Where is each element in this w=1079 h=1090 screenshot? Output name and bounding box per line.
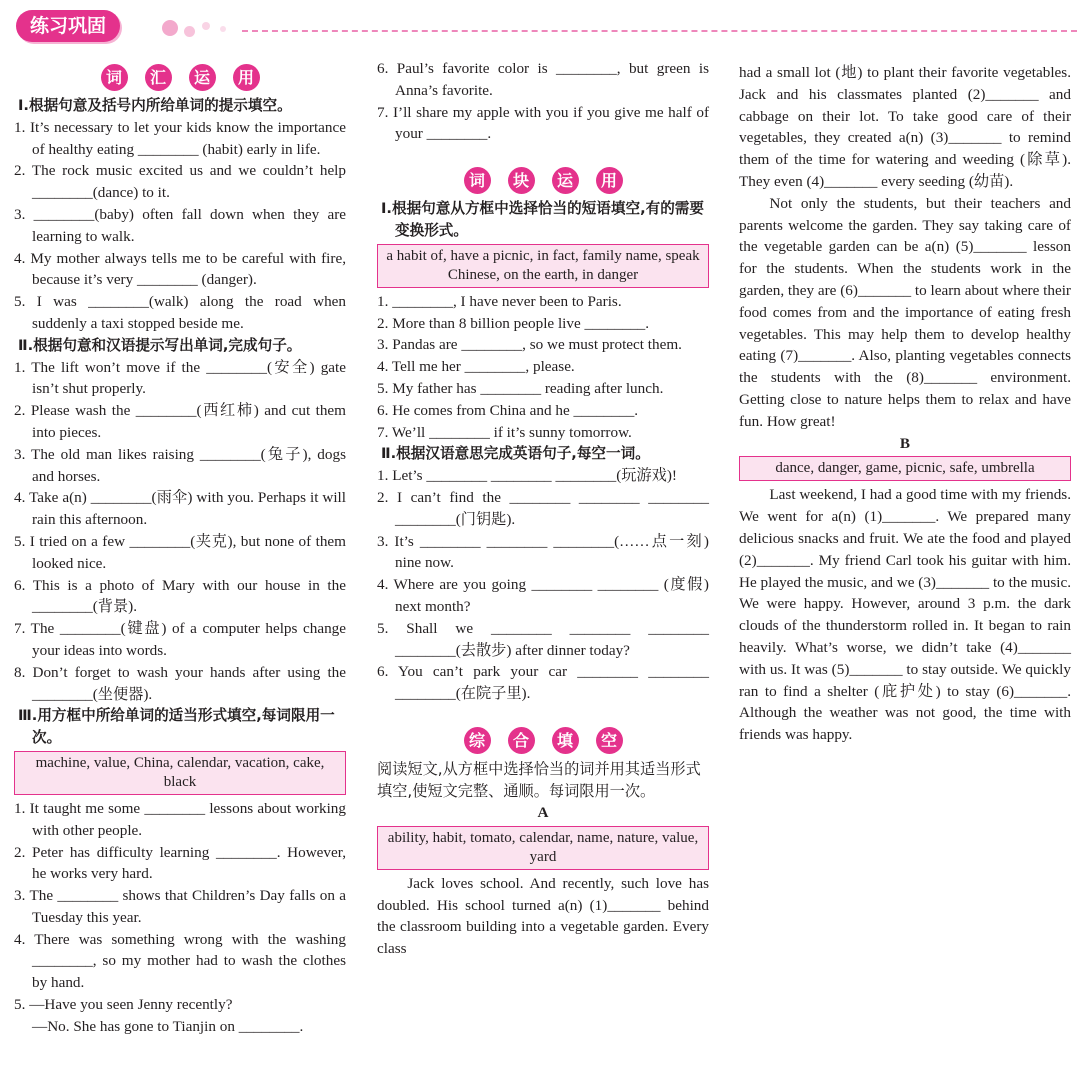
question: 1. Let’s ________ ________ ________(玩游戏)! bbox=[377, 467, 677, 485]
question: 1. ________, I have never been to Paris. bbox=[377, 292, 622, 310]
question: 3. It’s ________ ________ ________(……点一刻) nine now. bbox=[377, 532, 709, 572]
section-heading-phrases: 词 块 运 用 bbox=[377, 167, 709, 194]
question: 5. I tried on a few ________(夹克), but none of them looked nice. bbox=[14, 532, 346, 572]
question: 6. He comes from China and he ________. bbox=[377, 401, 639, 419]
phrase-box: a habit of, have a picnic, in fact, family name, speak Chinese, on the earth, in danger bbox=[377, 244, 709, 288]
decor-dot bbox=[162, 20, 178, 36]
question: 6. Paul’s favorite color is ________, but green is Anna’s favorite. bbox=[377, 60, 709, 99]
part-title: Ⅰ.根据句意及括号内所给单词的提示填空。 bbox=[18, 97, 292, 114]
passage-text: Jack loves school. And recently, such love has doubled. His school turned a(n) (1)_______ behind the classroom building into a vegetable garden. Every class bbox=[377, 874, 709, 958]
part-title: Ⅱ.根据句意和汉语提示写出单词,完成句子。 bbox=[18, 336, 302, 354]
word-box: dance, danger, game, picnic, safe, umbrella bbox=[739, 456, 1071, 481]
part-title: Ⅲ.用方框中所给单词的适当形式填空,每词限用一次。 bbox=[18, 707, 335, 747]
instruction: 阅读短文,从方框中选择恰当的词并用其适当形式填空,使短文完整、通顺。每词限用一次。 bbox=[377, 759, 701, 800]
section-heading-comprehensive: 综 合 填 空 bbox=[377, 727, 709, 754]
column-2 bbox=[377, 58, 709, 960]
question: 3. The old man likes raising ________(兔子), dogs and horses. bbox=[14, 445, 346, 485]
passage-label: B bbox=[899, 434, 911, 452]
column-3 bbox=[739, 62, 1071, 746]
divider bbox=[242, 30, 1077, 32]
question: 2. Please wash the ________(西红柿) and cut them into pieces. bbox=[14, 402, 346, 441]
word-box: ability, habit, tomato, calendar, name, nature, value, yard bbox=[377, 826, 709, 870]
question: 2. Peter has difficulty learning ________. However, he works very hard. bbox=[14, 843, 346, 883]
question: 7. The ________(键盘) of a computer helps change your ideas into words. bbox=[14, 620, 346, 659]
question: 5. I was ________(walk) along the road when suddenly a taxi stopped beside me. bbox=[14, 293, 346, 332]
question: 2. More than 8 billion people live ________. bbox=[377, 314, 650, 332]
passage-text: Last weekend, I had a good time with my friends. We went for a(n) (1)_______. We prepared many delicious snacks and fruit. We ate the food and played (2)_______. My friend Carl took his guitar with him. He played the music, and we (3)_______ to the music. We were happy. However, around 3 p.m. the dark clouds of the thunderstorm rolled in. It began to rain heavily. What’s worse, we didn’t take (4)_______ with us. It was (5)_______ to stay outside. We quickly ran to find a shelter (庇护处) to stay (6)_______. Although the weather was not good, the time with friends was happy. bbox=[739, 486, 1071, 744]
question: 1. It’s necessary to let your kids know the importance of healthy eating ________ (habit) early in life. bbox=[14, 118, 346, 158]
passage-label: A bbox=[537, 803, 549, 821]
decor-dot bbox=[202, 22, 210, 30]
question: 6. You can’t park your car ________ ________ ________(在院子里). bbox=[377, 663, 709, 703]
part-title: Ⅱ.根据汉语意思完成英语句子,每空一词。 bbox=[381, 445, 650, 463]
decor-dot bbox=[184, 26, 195, 37]
question: 1. It taught me some ________ lessons about working with other people. bbox=[14, 799, 346, 839]
question: 7. I’ll share my apple with you if you give me half of your ________. bbox=[377, 103, 709, 143]
question: 8. Don’t forget to wash your hands after using the ________(坐便器). bbox=[14, 663, 346, 703]
question: 4. Tell me her ________, please. bbox=[377, 358, 575, 376]
question: 2. I can’t find the ________ ________ ________ ________(门钥匙). bbox=[377, 488, 709, 528]
question: 4. My mother always tells me to be careful with fire, because it’s very ________ (danger). bbox=[14, 249, 346, 289]
question: 6. This is a photo of Mary with our house in the ________(背景). bbox=[14, 576, 346, 616]
question: 1. The lift won’t move if the ________(安全) gate isn’t shut properly. bbox=[14, 358, 346, 398]
part-title: Ⅰ.根据句意从方框中选择恰当的短语填空,有的需要变换形式。 bbox=[381, 200, 704, 239]
question: 5. —Have you seen Jenny recently? bbox=[14, 996, 233, 1014]
section-heading-vocabulary: 词 汇 运 用 bbox=[14, 64, 346, 91]
question: 7. We’ll ________ if it’s sunny tomorrow. bbox=[377, 423, 632, 441]
word-box: machine, value, China, calendar, vacation, cake, black bbox=[14, 751, 346, 795]
question: 4. There was something wrong with the washing ________, so my mother had to wash the clothes by hand. bbox=[14, 930, 346, 992]
question: 4. Where are you going ________ ________ (度假) next month? bbox=[377, 576, 709, 615]
column-1 bbox=[14, 58, 346, 1038]
section-tag: 练习巩固 bbox=[16, 10, 120, 42]
question: 5. My father has ________ reading after lunch. bbox=[377, 379, 664, 397]
passage-text: had a small lot (地) to plant their favorite vegetables. Jack and his classmates planted (2)_______ and cabbage on their lot. To take good care of their vegetables, they created a(n) (3)_______ to remind them of the time for watering and weeding (除草). They even (4)_______ every seeding (幼苗). bbox=[739, 64, 1071, 190]
question: —No. She has gone to Tianjin on ________. bbox=[32, 1017, 304, 1035]
header-banner bbox=[12, 8, 1079, 44]
question: 3. The ________ shows that Children’s Day falls on a Tuesday this year. bbox=[14, 887, 346, 926]
passage-text: Not only the students, but their teachers and parents welcome the garden. They say taking care of the vegetable garden can be a(n) (5)_______ lesson for the students. When the students work in the garden, they are (6)_______ to learn about where their food comes from and the importance of eating fresh vegetables. This may help them to develop healthy eating (7)_______. Also, planting vegetables connects the students with the (8)_______ environment. Getting close to nature helps them to relax and have fun. How great! bbox=[739, 194, 1071, 430]
decor-dot bbox=[220, 26, 226, 32]
question: 3. ________(baby) often fall down when they are learning to walk. bbox=[14, 205, 346, 245]
question: 5. Shall we ________ ________ ________ ________(去散步) after dinner today? bbox=[377, 619, 709, 659]
question: 4. Take a(n) ________(雨伞) with you. Perhaps it will rain this afternoon. bbox=[14, 489, 346, 529]
question: 2. The rock music excited us and we couldn’t help ________(dance) to it. bbox=[14, 162, 346, 202]
question: 3. Pandas are ________, so we must protect them. bbox=[377, 336, 682, 354]
